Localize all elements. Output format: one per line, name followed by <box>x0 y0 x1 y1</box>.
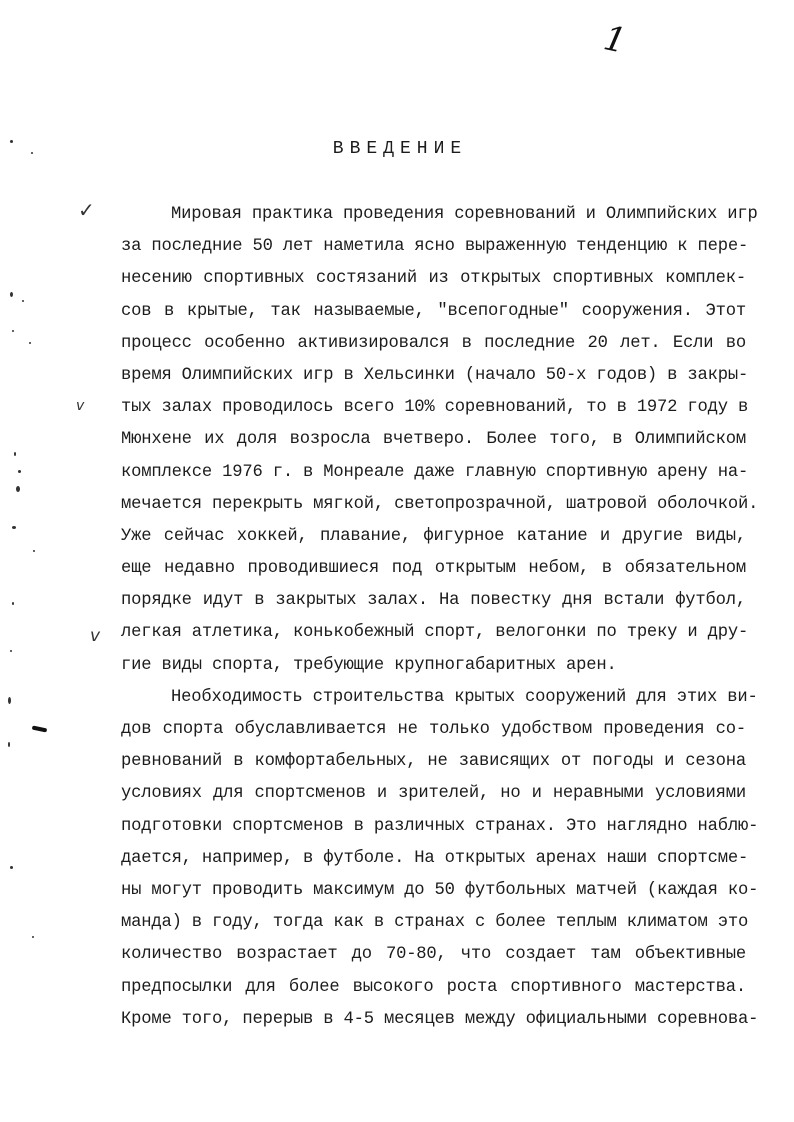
scan-speck <box>18 470 21 473</box>
text-line: манда) в году, тогда как в странах с более теплым климатом это <box>121 913 749 933</box>
page-title: ВВЕДЕНИЕ <box>332 139 468 159</box>
scan-speck <box>33 550 35 552</box>
text-line: количество возрастает до 70-80, что создает там объективные <box>121 945 746 965</box>
text-line: легкая атлетика, конькобежный спорт, велогонки по треку и дру- <box>121 623 749 643</box>
scan-speck <box>16 486 20 492</box>
text-line: Мировая практика проведения соревнований и Олимпийских игр <box>171 205 758 224</box>
text-line: мечается перекрыть мягкой, светопрозрачной, шатровой оболочкой. <box>121 494 759 514</box>
text-line: за последние 50 лет наметила ясно выраженную тенденцию к пере- <box>121 237 749 257</box>
paragraph-2 <box>121 682 759 1036</box>
text-line: Уже сейчас хоккей, плавание, фигурное катание и другие виды, <box>121 526 746 546</box>
check-mark-icon: v <box>76 398 85 414</box>
text-line: комплексе 1976 г. в Монреале даже главную спортивную арену на- <box>121 462 749 482</box>
page-number: 1 <box>600 18 630 62</box>
scan-speck <box>12 602 14 605</box>
text-line: несению спортивных состязаний из открытых спортивных комплек- <box>121 269 746 289</box>
text-line: еще недавно проводившиеся под открытым небом, в обязательном <box>121 559 746 579</box>
text-line: ревнований в комфортабельных, не зависящих от погоды и сезона <box>121 752 746 772</box>
scan-speck <box>22 300 24 302</box>
text-line: Необходимость строительства крытых сооружений для этих ви- <box>171 687 758 707</box>
scan-speck <box>10 292 13 297</box>
scan-speck <box>10 140 13 143</box>
text-line: дов спорта обуславливается не только удобством проведения со- <box>121 720 746 739</box>
text-line: условиях для спортсменов и зрителей, но и неравными условиями <box>121 784 746 804</box>
scan-speck <box>8 742 10 747</box>
text-line: предпосылки для более высокого роста спортивного мастерства. <box>121 977 746 997</box>
text-line: сов в крытые, так называемые, "всепогодные" сооружения. Этот <box>121 301 746 321</box>
scan-speck <box>12 526 16 529</box>
text-line: процесс особенно активизировался в последние 20 лет. Если во <box>121 333 746 353</box>
scan-speck <box>10 650 12 652</box>
check-mark-icon: v <box>90 626 101 646</box>
text-line: ны могут проводить максимум до 50 футбольных матчей (каждая ко- <box>121 880 759 900</box>
body-text <box>121 199 759 1036</box>
text-line: порядке идут в закрытых залах. На повестку дня встали футбол, <box>121 591 746 611</box>
scan-speck <box>12 330 14 332</box>
scan-dash <box>32 725 48 732</box>
check-mark-icon: ✓ <box>78 198 95 222</box>
scan-speck <box>8 697 11 704</box>
scan-speck <box>14 452 16 456</box>
paragraph-1 <box>121 199 759 682</box>
text-line: дается, например, в футболе. На открытых аренах наши спортсме- <box>121 848 749 868</box>
text-line: тых залах проводилось всего 10% соревнований, то в 1972 году в <box>121 398 749 418</box>
scan-speck <box>10 866 13 869</box>
text-line: Кроме того, перерыв в 4-5 месяцев между официальными соревнова- <box>121 1009 759 1029</box>
text-line: Мюнхене их доля возросла вчетверо. Более того, в Олимпийском <box>121 430 746 450</box>
text-line: гие виды спорта, требующие крупногабаритных арен. <box>121 655 617 675</box>
scan-speck <box>32 936 34 938</box>
text-line: время Олимпийских игр в Хельсинки (начало 50-х годов) в закры- <box>121 365 749 385</box>
text-line: подготовки спортсменов в различных странах. Это наглядно наблю- <box>121 816 759 836</box>
scan-speck <box>29 342 31 344</box>
scan-speck <box>31 152 33 154</box>
